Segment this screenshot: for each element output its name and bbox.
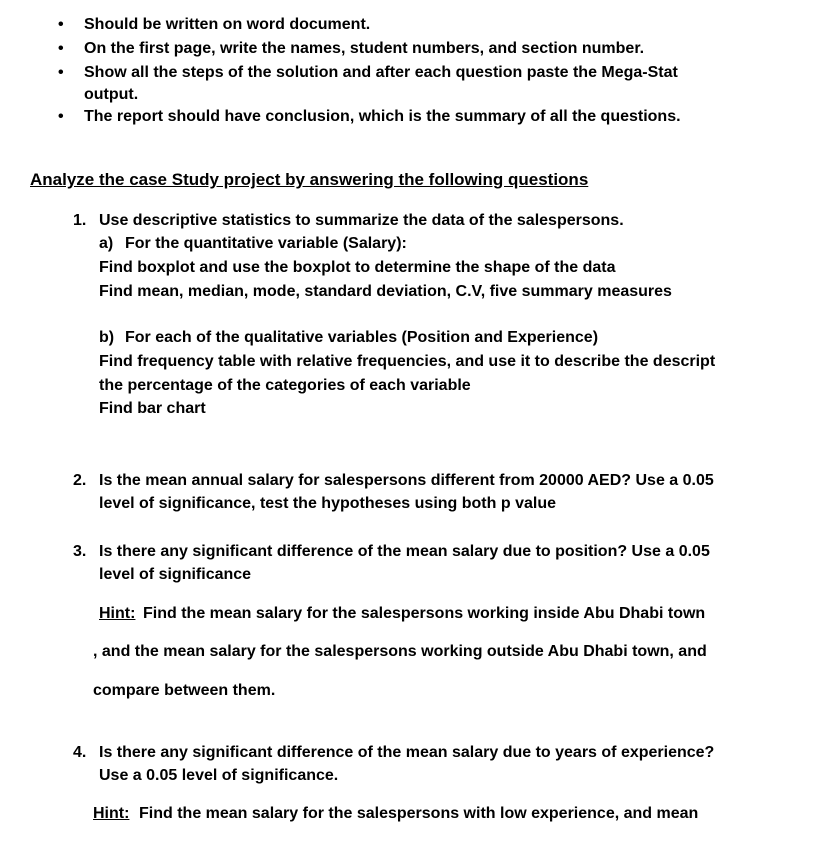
question-number: 3. <box>73 543 87 560</box>
hint-text: Find the mean salary for the salespersons with low experience, and mean <box>139 805 699 822</box>
bullet-text: On the first page, write the names, student numbers, and section number. <box>84 40 645 57</box>
bullet-text: The report should have conclusion, which is the summary of all the questions. <box>84 108 681 125</box>
bullet-dot: • <box>58 40 64 57</box>
hint-text-continued: , and the mean salary for the salespersons working outside Abu Dhabi town, and <box>93 643 707 660</box>
hint-label: Hint: <box>99 605 136 622</box>
bullet-text-continued: output. <box>84 86 139 103</box>
question-3-text-continued: level of significance <box>99 566 252 583</box>
bullet-dot: • <box>58 108 64 125</box>
subquestion-b-line: Find bar chart <box>99 400 206 417</box>
bullet-dot: • <box>58 64 64 81</box>
question-number: 4. <box>73 744 87 761</box>
question-number: 2. <box>73 472 87 489</box>
subquestion-b-line: Find frequency table with relative frequencies, and use it to describe the descript <box>99 353 716 370</box>
hint-text-continued: compare between them. <box>93 682 276 699</box>
bullet-text: Should be written on word document. <box>84 16 371 33</box>
question-4-text: Is there any significant difference of the mean salary due to years of experience? <box>99 744 715 761</box>
question-1-text: Use descriptive statistics to summarize the data of the salespersons. <box>99 212 624 229</box>
question-2-text: Is the mean annual salary for salespersons different from 20000 AED? Use a 0.05 <box>99 472 714 489</box>
hint-text: Find the mean salary for the salespersons working inside Abu Dhabi town <box>143 605 706 622</box>
bullet-dot: • <box>58 16 64 33</box>
question-2-text-continued: level of significance, test the hypotheses using both p value <box>99 495 556 512</box>
bullet-text: Show all the steps of the solution and after each question paste the Mega-Stat <box>84 64 678 81</box>
subquestion-a-text: For the quantitative variable (Salary): <box>125 235 407 252</box>
section-heading: Analyze the case Study project by answering the following questions <box>30 170 589 189</box>
subquestion-b-text: For each of the qualitative variables (Position and Experience) <box>125 329 599 346</box>
subquestion-a-line: Find mean, median, mode, standard deviation, C.V, five summary measures <box>99 283 672 300</box>
subquestion-a-label: a) <box>99 235 114 252</box>
question-3-text: Is there any significant difference of the mean salary due to position? Use a 0.05 <box>99 543 710 560</box>
question-number: 1. <box>73 212 87 229</box>
subquestion-a-line: Find boxplot and use the boxplot to determine the shape of the data <box>99 259 616 276</box>
subquestion-b-label: b) <box>99 329 115 346</box>
question-4-text-continued: Use a 0.05 level of significance. <box>99 767 339 784</box>
hint-label: Hint: <box>93 805 130 822</box>
subquestion-b-line: the percentage of the categories of each variable <box>99 377 471 394</box>
